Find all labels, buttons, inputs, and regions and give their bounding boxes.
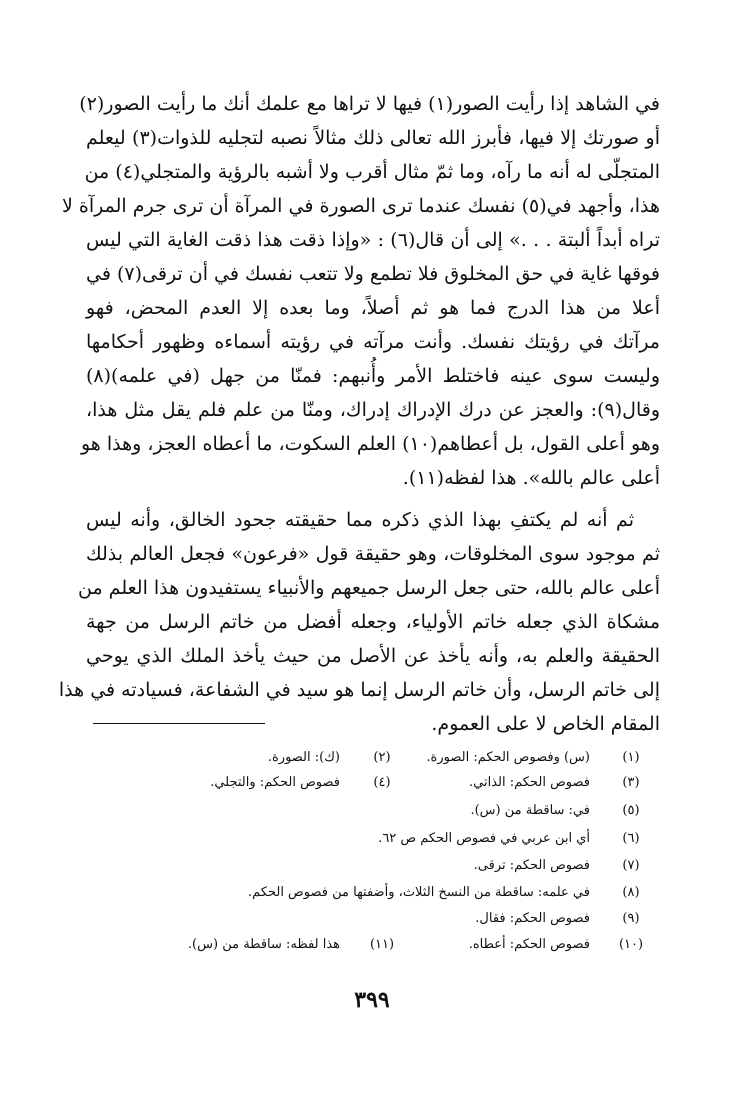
footnote-number: (٤) xyxy=(373,775,391,790)
footnote-row xyxy=(86,745,660,771)
footnote-number: (٦) xyxy=(622,831,640,846)
footnote-text: فصوص الحكم: ترقى. xyxy=(473,858,590,873)
paragraph-first-line: ثم أنه لم يكتفِ بهذا الذي ذكره مما حقيقته جحود الخالق، وأنه ليس xyxy=(86,509,634,531)
text-line: أعلى عالم بالله». هذا لفظه(١١). xyxy=(402,467,660,489)
text-line: تراه أبداً ألبتة . . .» إلى أن قال(٦) : «وإذا ذقت هذا ذقت الغاية التي ليس xyxy=(86,229,660,251)
text-line: المقام الخاص لا على العموم. xyxy=(431,713,660,735)
footnote-text: في علمه: ساقطة من النسخ الثلاث، وأضفتها من فصوص الحكم. xyxy=(248,885,590,900)
footnote-text: فصوص الحكم: فقال. xyxy=(475,911,590,926)
footnote-row xyxy=(86,880,660,906)
footnote-number: (٥) xyxy=(622,803,640,818)
footnote-text: هذا لفظه: ساقطة من (س). xyxy=(187,937,340,952)
footnote-row xyxy=(86,826,660,852)
text-line: وهو أعلى القول، بل أعطاهم(١٠) العلم السكوت، ما أعطاه العجز، وهذا هو xyxy=(80,433,660,455)
text-line: مشكاة الذي جعله خاتم الأولياء، وجعله أفضل من خاتم الرسل من جهة xyxy=(86,611,660,633)
footnote-divider xyxy=(93,723,265,724)
footnote-number: (١) xyxy=(622,750,640,765)
footnote-number: (٢) xyxy=(373,750,391,765)
footnote-text: في: ساقطة من (س). xyxy=(470,803,590,818)
footnote-text: فصوص الحكم: أعطاه. xyxy=(468,937,590,952)
text-line: أعلى عالم بالله، حتى جعل الرسل جميعهم والأنبياء يستفيدون هذا العلم من xyxy=(78,577,660,599)
text-line: المتجلّى له أنه ما رآه، وما ثمّ مثال أقرب ولا أشبه بالرؤية والمتجلي(٤) من xyxy=(84,161,660,183)
footnote-number: (١١) xyxy=(369,937,395,952)
footnote-number: (١٠) xyxy=(618,937,644,952)
footnote-row xyxy=(86,798,660,824)
text-line: وليست سوى عينه فاختلط الأمر وأُنبهم: فمنّا من جهل (في علمه)(٨) xyxy=(86,365,660,387)
footnote-number: (٩) xyxy=(622,911,640,926)
text-line: أعلا من هذا الدرج فما هو ثم أصلاً، وما بعده إلا العدم المحض، فهو xyxy=(86,297,660,319)
text-line: هذا، وأجهد في(٥) نفسك عندما ترى الصورة في المرآة أن ترى جرم المرآة لا xyxy=(62,195,660,217)
footnote-row xyxy=(86,770,660,796)
footnote-row xyxy=(86,932,660,958)
footnote-row xyxy=(86,853,660,879)
footnote-number: (٧) xyxy=(622,858,640,873)
text-line: فوقها غاية في حق المخلوق فلا تطمع ولا تتعب نفسك في أن ترقى(٧) في xyxy=(86,263,660,285)
text-line: إلى خاتم الرسل، وأن خاتم الرسل إنما هو سيد في الشفاعة، فسيادته في هذا xyxy=(58,679,660,701)
text-line: وقال(٩): والعجز عن درك الإدراك إدراك، ومنّا من علم فلم يقل مثل هذا، xyxy=(86,399,660,421)
footnote-number: (٣) xyxy=(622,775,640,790)
text-line: مرآتك في رؤيتك نفسك. وأنت مرآته في رؤيته أسماءه وظهور أحكامها xyxy=(86,331,660,353)
text-line: ثم موجود سوى المخلوقات، وهو حقيقة قول «فرعون» فجعل العالم بذلك xyxy=(86,543,660,565)
footnote-text: فصوص الحكم: الذاتي. xyxy=(469,775,590,790)
footnote-text: (س) وفصوص الحكم: الصورة. xyxy=(426,750,590,765)
footnote-number: (٨) xyxy=(622,885,640,900)
text-line: في الشاهد إذا رأيت الصور(١) فيها لا تراها مع علمك أنك ما رأيت الصور(٢) xyxy=(79,93,660,115)
text-line: الحقيقة والعلم به، وأنه يأخذ عن الأصل من حيث يأخذ الملك الذي يوحي xyxy=(86,645,660,667)
footnote-text: (ك): الصورة. xyxy=(267,750,340,765)
page-number: ٣٩٩ xyxy=(354,987,390,1013)
footnote-text: فصوص الحكم: والتجلي. xyxy=(210,775,340,790)
footnote-text: أي ابن عربي في فصوص الحكم ص ٦٢. xyxy=(378,831,590,846)
text-line: أو صورتك إلا فيها، فأبرز الله تعالى ذلك مثالاً نصبه لتجليه للذوات(٣) ليعلم xyxy=(86,127,660,149)
footnote-row xyxy=(86,906,660,932)
